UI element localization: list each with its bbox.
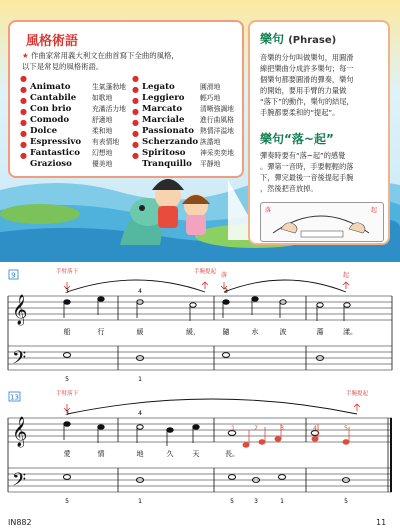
- bullet-icon: ●: [20, 107, 27, 116]
- finger-number: 2: [254, 425, 258, 432]
- bass-notes: [63, 475, 349, 483]
- note: [63, 353, 70, 358]
- up-arrow-icon: [354, 404, 360, 411]
- term-row: [132, 129, 234, 147]
- term-italian: Tranquillo: [142, 159, 192, 169]
- arm-drop-mark: 手臂落下: [55, 269, 79, 275]
- note: [222, 353, 229, 358]
- drop-lift-title: 樂句“落~起”: [260, 132, 334, 146]
- note: [259, 440, 265, 444]
- term-row: [132, 107, 234, 125]
- finger-number: 3: [65, 410, 69, 417]
- style-terms-desc-line2: 以下是常見的風格術語。: [22, 62, 104, 71]
- term-row: [20, 140, 126, 158]
- style-terms-desc-line1: 作曲家常用義大利文在曲首寫下全曲的風格，: [31, 51, 179, 60]
- finger-number: 5: [230, 498, 234, 505]
- finger-number: 1: [231, 425, 235, 432]
- up-arrow-icon: [343, 282, 349, 289]
- lyric: 久: [166, 450, 174, 458]
- note: [167, 428, 173, 433]
- chord-notes: [243, 424, 349, 447]
- wrist-lift-mark: 手腕提起: [193, 269, 217, 275]
- term-row: [20, 96, 126, 114]
- term-italian: Fantastico: [30, 148, 81, 158]
- bass-clef-icon: 𝄢: [12, 348, 27, 373]
- term-italian: Dolce: [30, 126, 58, 136]
- bullet-icon: ●: [132, 151, 139, 160]
- lyric: 船: [63, 328, 71, 336]
- phrase-slur: [67, 399, 357, 414]
- up-arrow-icon: [202, 282, 208, 289]
- note: [243, 443, 249, 447]
- bullet-icon: ●: [20, 151, 27, 160]
- term-chinese: 如歌地: [92, 94, 113, 102]
- bullet-icon: ●: [20, 118, 27, 127]
- term-chinese: 生氣蓬勃地: [92, 83, 126, 91]
- finger-number: 1: [280, 498, 284, 505]
- term-chinese: 神采奕奕地: [200, 149, 234, 157]
- hand-arc-illustration: [261, 203, 383, 241]
- bullet-icon: ●: [132, 85, 139, 94]
- lyric: 緩，: [186, 328, 200, 336]
- lift-mark: 起: [342, 272, 350, 279]
- finger-number: 1: [138, 376, 142, 383]
- term-italian: Spiritoso: [142, 148, 186, 158]
- finger-number: 5: [65, 376, 69, 383]
- term-row: [20, 85, 126, 103]
- term-italian: Leggiero: [142, 93, 185, 103]
- phrase-slur: [67, 280, 205, 292]
- term-row: [132, 151, 234, 169]
- phrase-title-text: 樂句: [260, 32, 285, 46]
- lyric: 天: [192, 450, 200, 458]
- phrase-text-line: 線把樂曲分成許多樂句；每一: [260, 64, 354, 73]
- term-chinese: 優美地: [92, 160, 113, 168]
- term-chinese: 輕巧地: [200, 94, 221, 102]
- lyric: 水: [251, 328, 259, 336]
- drop-text-line: 彈奏時要有“落~起”的感覺: [260, 151, 346, 160]
- finger-number: 3: [224, 288, 228, 295]
- note: [137, 425, 143, 430]
- finger-number: 5: [344, 498, 348, 505]
- bullet-icon: ●: [20, 85, 27, 94]
- term-italian: Passionato: [142, 126, 194, 136]
- lyric: 情: [97, 450, 105, 458]
- style-terms-description: [22, 50, 234, 72]
- phrase-text-line: 手腕都要柔和的“提起”。: [260, 108, 340, 117]
- phrase-slur: [224, 280, 346, 292]
- term-chinese: 平靜地: [200, 160, 221, 168]
- hand-diagram-lift-label: 起: [371, 207, 378, 214]
- note: [278, 475, 285, 480]
- bullet-icon: ●: [132, 107, 139, 116]
- drop-text-line: ，然後把音放掉。: [260, 184, 318, 193]
- lyric: 緩: [136, 328, 144, 336]
- term-chinese: 圓滑地: [200, 83, 221, 91]
- treble-clef-icon: 𝄞: [12, 295, 28, 325]
- note: [193, 425, 199, 430]
- phrase-text-line: “落下”的動作，樂句的結尾，: [260, 97, 354, 106]
- drop-text-line: 。彈第一音時，手要輕輕的落: [260, 162, 354, 171]
- term-row: [20, 118, 126, 136]
- note: [98, 425, 104, 430]
- note: [98, 297, 104, 302]
- bullet-icon: ●: [132, 74, 139, 83]
- bullet-icon: ●: [132, 129, 139, 138]
- measure-number: 13: [10, 393, 19, 402]
- term-row: [132, 118, 234, 136]
- note: [228, 475, 235, 480]
- lyric: 行: [97, 328, 105, 336]
- term-italian: Grazioso: [30, 159, 72, 169]
- phrase-text-line: 的開始，要用手臂的力量做: [260, 86, 347, 95]
- bullet-icon: ●: [132, 140, 139, 149]
- term-chinese: 進行曲風格: [200, 116, 234, 124]
- note: [312, 437, 318, 441]
- finger-number: 4: [138, 288, 142, 295]
- note: [344, 303, 350, 308]
- finger-number: 5: [65, 498, 69, 505]
- drop-text-line: 下，彈完最後一音後提起手腕: [260, 173, 354, 182]
- style-terms-title: 風格術語: [26, 34, 79, 49]
- phrase-text-line: 音樂的分句叫做樂句，用圓滑: [260, 53, 354, 62]
- style-terms-left-column: [20, 74, 126, 169]
- page-number: 11: [376, 518, 387, 527]
- term-italian: Marciale: [142, 115, 185, 125]
- term-row: [132, 140, 234, 158]
- phrase-panel: [248, 20, 390, 245]
- note: [63, 475, 70, 480]
- system-2: [8, 389, 392, 505]
- term-chinese: 清晰強調地: [200, 105, 234, 113]
- term-row: [20, 107, 126, 125]
- note: [64, 422, 70, 427]
- bullet-icon: ●: [20, 96, 27, 105]
- drop-lift-description: [260, 150, 384, 194]
- bullet-icon: ●: [132, 96, 139, 105]
- style-terms-panel: [8, 20, 244, 178]
- hand-diagram-drop-label: 落: [265, 207, 272, 214]
- phrase-description: [260, 52, 384, 118]
- star-icon: ★: [22, 51, 29, 60]
- wrist-lift-mark: 手腕提起: [345, 391, 369, 397]
- phrase-title-latin: (Phrase): [288, 35, 337, 46]
- finger-number: 3: [254, 498, 258, 505]
- note: [190, 303, 196, 308]
- bass-notes: [63, 353, 323, 361]
- term-chinese: 詼諧地: [200, 138, 221, 146]
- term-italian: Con brio: [30, 104, 72, 114]
- sheet-music: [0, 262, 400, 518]
- phrase-title: [260, 30, 336, 47]
- lyric: 漾。: [343, 328, 357, 336]
- bass-clef-icon: 𝄢: [12, 470, 27, 495]
- term-italian: Espressivo: [30, 137, 82, 147]
- term-italian: Marcato: [142, 104, 183, 114]
- term-italian: Cantabile: [30, 93, 77, 103]
- term-row: [20, 129, 126, 147]
- note: [223, 300, 229, 305]
- term-chinese: 舒適地: [92, 116, 113, 124]
- system-1: [8, 267, 392, 383]
- term-chinese: 充滿活力地: [92, 105, 126, 113]
- term-italian: Legato: [142, 82, 175, 92]
- drop-mark: 落: [220, 272, 228, 279]
- arm-drop-mark: 手臂落下: [55, 391, 79, 397]
- finger-number: 3: [65, 288, 69, 295]
- term-chinese: 幻想地: [92, 149, 113, 157]
- measure-number: 9: [11, 271, 16, 280]
- bass-staff: [8, 346, 392, 370]
- style-terms-right-column: [132, 74, 234, 169]
- lyric: 波: [279, 328, 287, 336]
- term-chinese: 熱情洋溢地: [200, 127, 234, 135]
- lyric: 隨: [222, 328, 230, 336]
- term-row: [132, 85, 234, 103]
- phrase-text-line: 個樂句都要圓滑的彈奏，樂句: [260, 75, 354, 84]
- bass-staff: [8, 468, 392, 492]
- lyric: 蕩: [316, 328, 324, 336]
- term-row: [132, 96, 234, 114]
- lyric: 地: [136, 450, 144, 458]
- bullet-icon: ●: [20, 140, 27, 149]
- term-italian: Comodo: [30, 115, 70, 125]
- term-row: [20, 74, 126, 92]
- note: [252, 297, 258, 302]
- book-code: IN882: [8, 518, 32, 527]
- term-chinese: 柔和地: [92, 127, 113, 135]
- finger-number: 3: [280, 425, 284, 432]
- term-chinese: 有表情地: [92, 138, 120, 146]
- term-italian: Animato: [30, 82, 71, 92]
- hand-diagram: [260, 202, 384, 242]
- term-row: [20, 151, 126, 169]
- term-italian: Scherzando: [142, 137, 199, 147]
- treble-clef-icon: 𝄞: [12, 417, 28, 447]
- finger-number: 5: [344, 425, 348, 432]
- note: [64, 300, 70, 305]
- lyric: 愛: [63, 450, 71, 458]
- note: [317, 303, 323, 308]
- finger-number: 1: [138, 498, 142, 505]
- bullet-icon: ●: [20, 74, 27, 83]
- finger-number: 4: [313, 425, 317, 432]
- treble-notes: [64, 297, 350, 321]
- note: [343, 440, 349, 444]
- bullet-icon: ●: [20, 129, 27, 138]
- lyric: 長。: [225, 450, 239, 458]
- finger-number: 4: [138, 410, 142, 417]
- bullet-icon: ●: [132, 118, 139, 127]
- term-row: [132, 74, 234, 92]
- note: [275, 437, 281, 441]
